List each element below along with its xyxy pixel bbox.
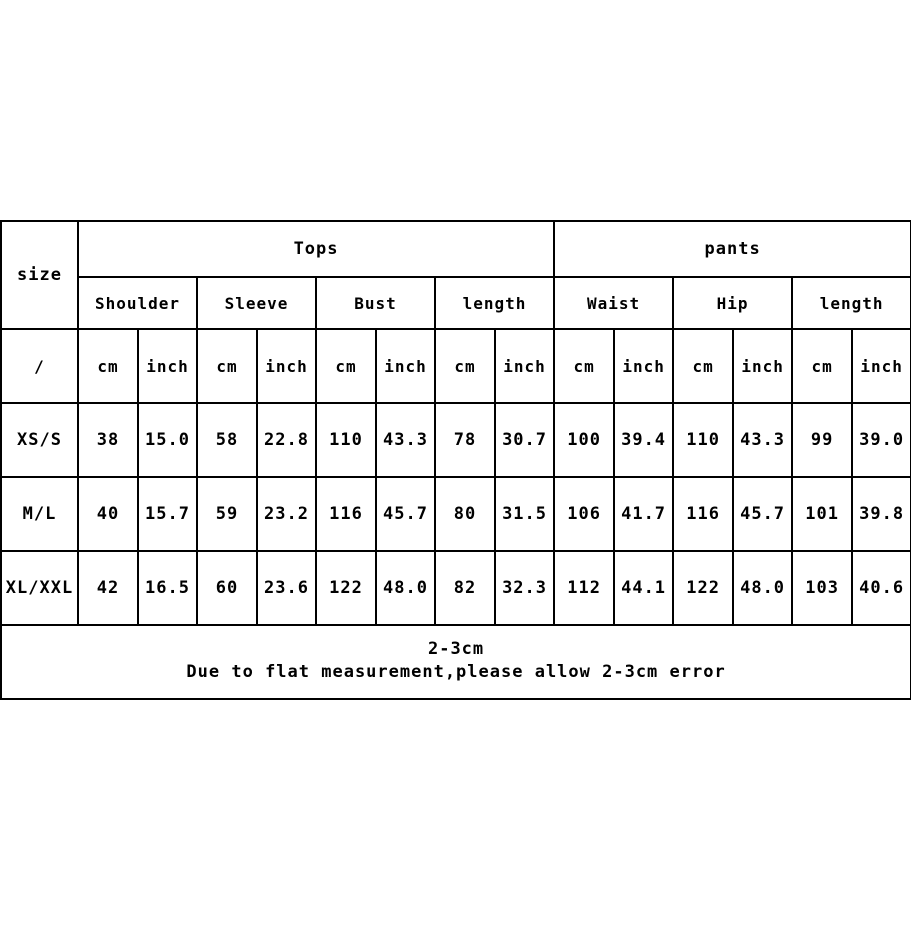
unit-cm-sleeve: cm: [197, 329, 257, 403]
group-header-row: [1, 221, 911, 277]
row-size-label: XS/S: [1, 403, 78, 477]
cell-value: 43.3: [733, 403, 792, 477]
cell-value: 31.5: [495, 477, 554, 551]
cell-value: 78: [435, 403, 495, 477]
size-column-header: size: [1, 221, 78, 329]
unit-inch-sleeve: inch: [257, 329, 316, 403]
unit-inch-pant-length: inch: [852, 329, 911, 403]
group-header-pants: pants: [554, 221, 911, 277]
cell-value: 45.7: [733, 477, 792, 551]
unit-cm-waist: cm: [554, 329, 614, 403]
cell-value: 122: [316, 551, 376, 625]
cell-value: 112: [554, 551, 614, 625]
cell-value: 16.5: [138, 551, 197, 625]
cell-value: 41.7: [614, 477, 673, 551]
size-chart-table: [0, 220, 911, 700]
cell-value: 48.0: [376, 551, 435, 625]
unit-inch-top-length: inch: [495, 329, 554, 403]
cell-value: 32.3: [495, 551, 554, 625]
cell-value: 23.2: [257, 477, 316, 551]
unit-cm-pant-length: cm: [792, 329, 852, 403]
cell-value: 116: [316, 477, 376, 551]
cell-value: 38: [78, 403, 138, 477]
cell-value: 60: [197, 551, 257, 625]
unit-inch-shoulder: inch: [138, 329, 197, 403]
measure-header-sleeve: Sleeve: [197, 277, 316, 329]
cell-value: 58: [197, 403, 257, 477]
unit-header-row: [1, 329, 911, 403]
unit-cm-bust: cm: [316, 329, 376, 403]
unit-inch-bust: inch: [376, 329, 435, 403]
cell-value: 40: [78, 477, 138, 551]
cell-value: 22.8: [257, 403, 316, 477]
table-row: [1, 477, 911, 551]
cell-value: 39.8: [852, 477, 911, 551]
row-size-label: M/L: [1, 477, 78, 551]
cell-value: 110: [316, 403, 376, 477]
cell-value: 15.7: [138, 477, 197, 551]
cell-value: 110: [673, 403, 733, 477]
measurement-note-cell: [1, 625, 911, 699]
measure-header-pant-length: length: [792, 277, 911, 329]
cell-value: 43.3: [376, 403, 435, 477]
cell-value: 59: [197, 477, 257, 551]
cell-value: 39.4: [614, 403, 673, 477]
group-header-tops: Tops: [78, 221, 554, 277]
measure-header-top-length: length: [435, 277, 554, 329]
cell-value: 80: [435, 477, 495, 551]
cell-value: 82: [435, 551, 495, 625]
cell-value: 45.7: [376, 477, 435, 551]
table-row: [1, 403, 911, 477]
cell-value: 15.0: [138, 403, 197, 477]
cell-value: 39.0: [852, 403, 911, 477]
unit-cm-shoulder: cm: [78, 329, 138, 403]
measurement-note-row: [1, 625, 911, 699]
unit-inch-hip: inch: [733, 329, 792, 403]
cell-value: 116: [673, 477, 733, 551]
cell-value: 42: [78, 551, 138, 625]
cell-value: 23.6: [257, 551, 316, 625]
cell-value: 106: [554, 477, 614, 551]
cell-value: 30.7: [495, 403, 554, 477]
cell-value: 99: [792, 403, 852, 477]
cell-value: 40.6: [852, 551, 911, 625]
unit-inch-waist: inch: [614, 329, 673, 403]
size-slash-cell: /: [1, 329, 78, 403]
cell-value: 100: [554, 403, 614, 477]
row-size-label: XL/XXL: [1, 551, 78, 625]
note-disclaimer: Due to flat measurement,please allow 2-3cm error: [186, 662, 726, 682]
cell-value: 101: [792, 477, 852, 551]
cell-value: 103: [792, 551, 852, 625]
table-row: [1, 551, 911, 625]
measure-header-waist: Waist: [554, 277, 673, 329]
note-tolerance: 2-3cm: [427, 639, 485, 660]
size-chart-container: [0, 220, 911, 700]
cell-value: 122: [673, 551, 733, 625]
cell-value: 48.0: [733, 551, 792, 625]
measure-header-bust: Bust: [316, 277, 435, 329]
unit-cm-hip: cm: [673, 329, 733, 403]
cell-value: 44.1: [614, 551, 673, 625]
unit-cm-top-length: cm: [435, 329, 495, 403]
measure-header-shoulder: Shoulder: [78, 277, 197, 329]
measure-header-hip: Hip: [673, 277, 792, 329]
measure-header-row: [1, 277, 911, 329]
